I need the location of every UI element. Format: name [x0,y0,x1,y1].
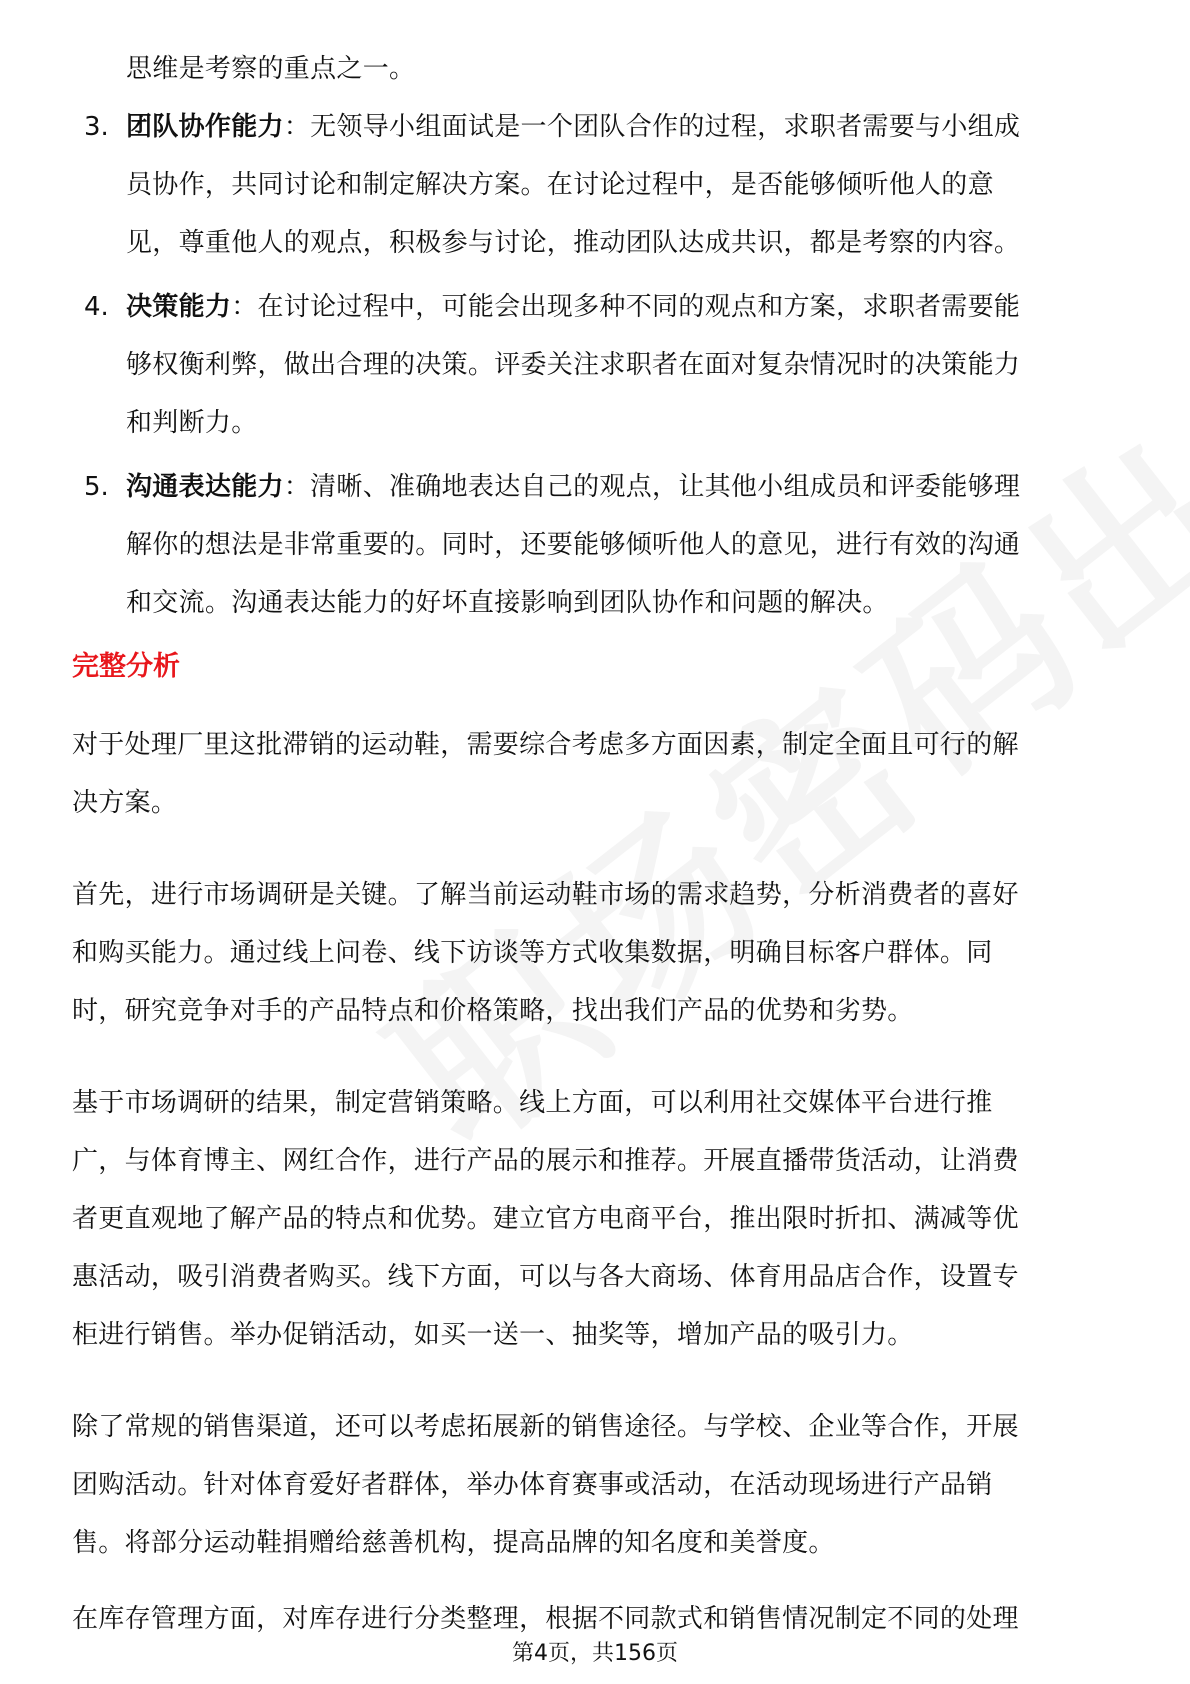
list-item-line: 解你的想法是非常重要的。同时，还要能够倾听他人的意见，进行有效的沟通 [126,530,1021,560]
list-item-line [126,470,1020,504]
list-item-line: 和判断力。 [126,408,258,438]
paragraph-line: 和购买能力。通过线上问卷、线下访谈等方式收集数据，明确目标客户群体。同 [72,938,993,968]
list-item-text: ：在讨论过程中，可能会出现多种不同的观点和方案，求职者需要能 [231,292,1021,322]
list-item-line [126,110,1020,144]
paragraph-line: 决方案。 [72,788,178,818]
list-item-line: 员协作，共同讨论和制定解决方案。在讨论过程中，是否能够倾听他人的意 [126,170,994,200]
page-number-footer: 第4页，共156页 [512,1641,678,1666]
list-item-title: 决策能力 [126,292,232,322]
paragraph-line: 基于市场调研的结果，制定营销策略。线上方面，可以利用社交媒体平台进行推 [72,1088,993,1118]
list-item-line: 见，尊重他人的观点，积极参与讨论，推动团队达成共识，都是考察的内容。 [126,228,1021,258]
watermark [330,241,1190,1195]
list-item-title: 团队协作能力 [126,112,284,142]
list-item-text: ：清晰、准确地表达自己的观点，让其他小组成员和评委能够理 [283,472,1021,502]
section-heading: 完整分析 [72,651,180,682]
paragraph-line: 除了常规的销售渠道，还可以考虑拓展新的销售途径。与学校、企业等合作，开展 [72,1412,1019,1442]
paragraph-line: 惠活动，吸引消费者购买。线下方面，可以与各大商场、体育用品店合作，设置专 [72,1262,1019,1292]
paragraph-line: 对于处理厂里这批滞销的运动鞋，需要综合考虑多方面因素，制定全面且可行的解 [72,730,1019,760]
list-item-title: 沟通表达能力 [126,472,284,502]
paragraph-line: 团购活动。针对体育爱好者群体，举办体育赛事或活动，在活动现场进行产品销 [72,1470,993,1500]
list-item-number: 5. [84,472,109,502]
paragraph-line: 者更直观地了解产品的特点和优势。建立官方电商平台，推出限时折扣、满减等优 [72,1204,1019,1234]
list-item-line: 和交流。沟通表达能力的好坏直接影响到团队协作和问题的解决。 [126,588,889,618]
list-item-line [126,290,1020,324]
list-item-number: 3. [84,112,109,142]
paragraph-line: 时，研究竞争对手的产品特点和价格策略，找出我们产品的优势和劣势。 [72,996,914,1026]
list-item-line: 够权衡利弊，做出合理的决策。评委关注求职者在面对复杂情况时的决策能力 [126,350,1021,380]
paragraph-line: 首先，进行市场调研是关键。了解当前运动鞋市场的需求趋势，分析消费者的喜好 [72,880,1019,910]
list-continuation: 思维是考察的重点之一。 [126,54,416,84]
list-item-text: ：无领导小组面试是一个团队合作的过程，求职者需要与小组成 [283,112,1021,142]
paragraph-line: 柜进行销售。举办促销活动，如买一送一、抽奖等，增加产品的吸引力。 [72,1320,914,1350]
paragraph-line: 售。将部分运动鞋捐赠给慈善机构，提高品牌的知名度和美誉度。 [72,1528,835,1558]
list-item-number: 4. [84,292,109,322]
paragraph-line: 在库存管理方面，对库存进行分类整理，根据不同款式和销售情况制定不同的处理 [72,1604,1019,1634]
paragraph-line: 广，与体育博主、网红合作，进行产品的展示和推荐。开展直播带货活动，让消费 [72,1146,1019,1176]
